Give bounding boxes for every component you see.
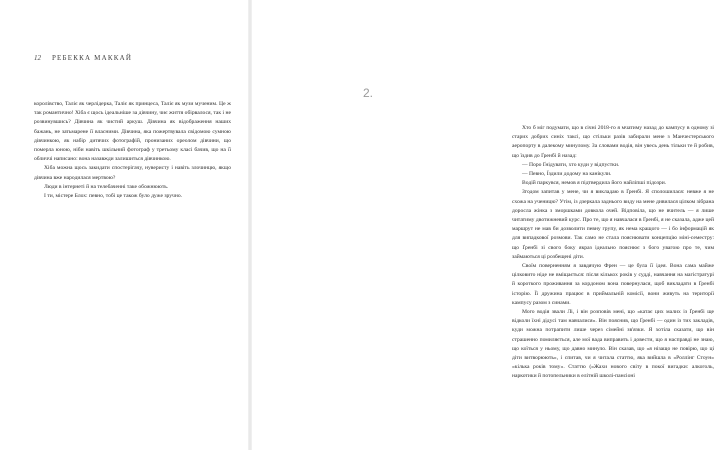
running-head <box>34 54 132 62</box>
paragraph: Водій паркувся, немов я підтвердила його найліпші підозри. <box>522 180 667 187</box>
author-name: РЕБЕККА МАККАЙ <box>51 54 133 62</box>
paragraph: Люди в інтернеті й на телебаченні таке обожнюють. <box>44 183 169 190</box>
right-page <box>250 0 714 450</box>
paragraph: — Поро Ґнідувати, хто куди у відпустки. <box>522 161 620 168</box>
right-body-text <box>512 124 714 382</box>
paragraph: Згодом запитав у мене, чи я викладаю в Ґренбі. Я сполошилася: невже я не схожа на ученицю? Утім, із дзеркала заднього виду на мене дивилася цілком зібрана доросла жінка з зморшками довкола очей. Відповіла, що не вчитель — я лише читатиму двотижневий курс. Про те, що я навчалася в Ґренбі, я не сказала, адже цей маршрут не мав би дозволити певну групу, як нема кращого — і бо інформацій як для випадкової розмови. Так само не стала пояснювати концепцію міні-семестру: що Ґренбі зі свого боку якраз ідеально пояснює з бого увагою про те, чим займаються ці розбещені діти. <box>512 189 714 260</box>
paragraph: Своїм поверненням я завдячую Френ — це була її ідея. Вона сама майже цілковито ніде не вміщається: після кількох років у судді, навчання на магістратурі й короткого проживання за кордоном вона повернулася, щоб викладати в Ґренбі історію. Її дружина працює в приймальній комісії, вони живуть на території кампусу разом з синами. <box>512 263 714 306</box>
paragraph: І ти, містере Блох: певно, тобі це також було дуже зручно. <box>44 193 183 200</box>
paragraph: Хіба можна щось закидати спостерігачу, нуверисту і навіть злочинцю, якщо дівчина вже народилася мертвою? <box>34 165 231 181</box>
left-page <box>0 0 250 450</box>
left-body-text <box>34 100 231 201</box>
paragraph: — Певно, Їздили додому на канікули. <box>522 171 612 178</box>
chapter-number: 2. <box>363 86 374 100</box>
paragraph: Мого водія звали Лі, і він розповів мені, що «катає цих малих із Ґренбі ще відколи їхні дідусі там навчалися». Він пояснив, що Ґренбі — один із тих закладів, куди можна потрапити лише через сімейні зв'язки. Я хотіла сказати, що він страшенно помиляється, але мої вада виправить і довести, що я насправді не знаю, що коїться у ньому, що давно минуло. Він сказав, що «я нізащо не повірю, що ці діти витворюють», і спитав, чи я читала статтю, яка вийшла в «Роллінг Стоун» «кілька років тому». Статтю («Жахи нового світу в покої вигадки: алкоголь, наркотики й потопельники в елітній школі-пансіоні <box>512 309 714 380</box>
paragraph: Хто б міг подумати, що в січні 2018-го я мчатиму назад до кампусу в одному зі старих добрих синіх таксі, що стільки разів забирали мене з Манчестерського аеропорту в далекому минулому. За словами водія, він увесь день тільки те й робив, що їздив до Ґренбі й назад: <box>512 125 714 159</box>
page-number: 12 <box>34 54 41 62</box>
paragraph: королівство, Таліє як черлідерка, Таліє як принцеса, Таліє як музи мученим. Це ж так романтично! Хіба є щось ідеальніше за дівчину, чиє життя обірвалося, так і не розвинувшись? Дівчина як чистий аркуш. Дівчина як відображення наших бажань, не затьмарене її власними. Дівчина, яка пожертвувала свідомою сумною дівчинкою, як набір дитячих фотографій, пронизаних ореолом дівчини, що померла юною, ніби навіть шкільний фотограф у третьому класі бачив, що на її обличчі написано: вона назавжди залишиться дівчинкою. <box>34 101 231 163</box>
